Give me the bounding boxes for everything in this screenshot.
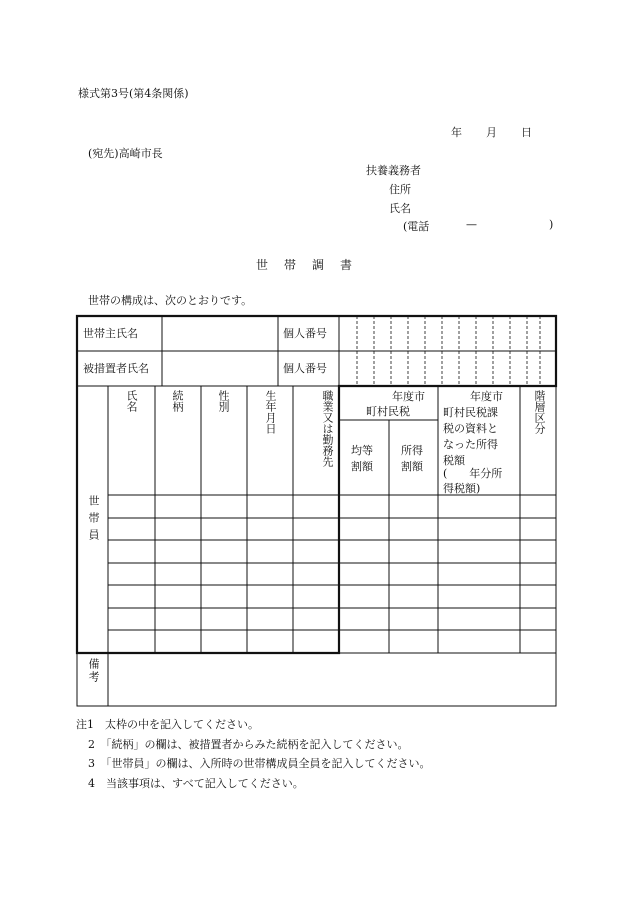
basis-line-4: なった所得	[443, 438, 498, 451]
col-class: 階層区分	[533, 390, 546, 434]
basis-line-6: ( 年分所	[443, 467, 503, 480]
addressee: (宛先)高崎市長	[88, 147, 163, 160]
basis-line-3: 税の資料と	[443, 422, 498, 435]
note-2: 2 「続柄」の欄は、被措置者からみた続柄を記入してください。	[88, 738, 409, 751]
tax-group-line-2: 町村民税	[366, 405, 410, 418]
phone-label: (電話	[403, 220, 430, 233]
income-line-2: 割額	[401, 460, 423, 473]
date-month-label: 月	[486, 126, 497, 139]
basis-line-2: 町村民税課	[443, 406, 498, 419]
form-number: 様式第3号(第4条関係)	[78, 87, 189, 100]
note-3: 3 「世帯員」の欄は、入所時の世帯構成員全員を記入してください。	[88, 757, 431, 770]
head-name-label: 世帯主氏名	[83, 327, 138, 340]
my-number-label-2: 個人番号	[283, 362, 327, 375]
basis-line-1: 年度市	[470, 390, 503, 403]
document-title: 世 帯 調 書	[256, 258, 355, 272]
basis-line-5: 税額	[443, 454, 465, 467]
col-relation: 続柄	[171, 390, 184, 412]
col-birth: 生年月日	[264, 390, 277, 434]
intro-text: 世帯の構成は、次のとおりです。	[88, 294, 253, 307]
note-4: 4 当該事項は、すべて記入してください。	[88, 777, 304, 790]
person-name-label: 被措置者氏名	[83, 362, 149, 375]
address-label: 住所	[389, 183, 411, 196]
tax-group-line-1: 年度市	[392, 390, 425, 403]
my-number-label-1: 個人番号	[283, 327, 327, 340]
col-name: 氏名	[125, 390, 138, 412]
col-sex: 性別	[217, 390, 230, 412]
name-label: 氏名	[389, 202, 411, 215]
per-capita-line-2: 割額	[351, 460, 373, 473]
date-day-label: 日	[521, 126, 532, 139]
note-1: 注1 太枠の中を記入してください。	[76, 718, 259, 731]
col-job: 職業又は勤務先	[321, 390, 334, 467]
per-capita-line-1: 均等	[351, 444, 373, 457]
remarks-label: 備考	[87, 658, 100, 684]
income-line-1: 所得	[401, 444, 423, 457]
date-year-label: 年	[451, 126, 462, 139]
phone-dash: —	[466, 218, 477, 231]
basis-line-7: 得税額)	[443, 482, 481, 495]
applicant-role: 扶養義務者	[366, 164, 421, 177]
members-label: 世帯員	[87, 495, 100, 546]
phone-close: )	[549, 218, 554, 231]
